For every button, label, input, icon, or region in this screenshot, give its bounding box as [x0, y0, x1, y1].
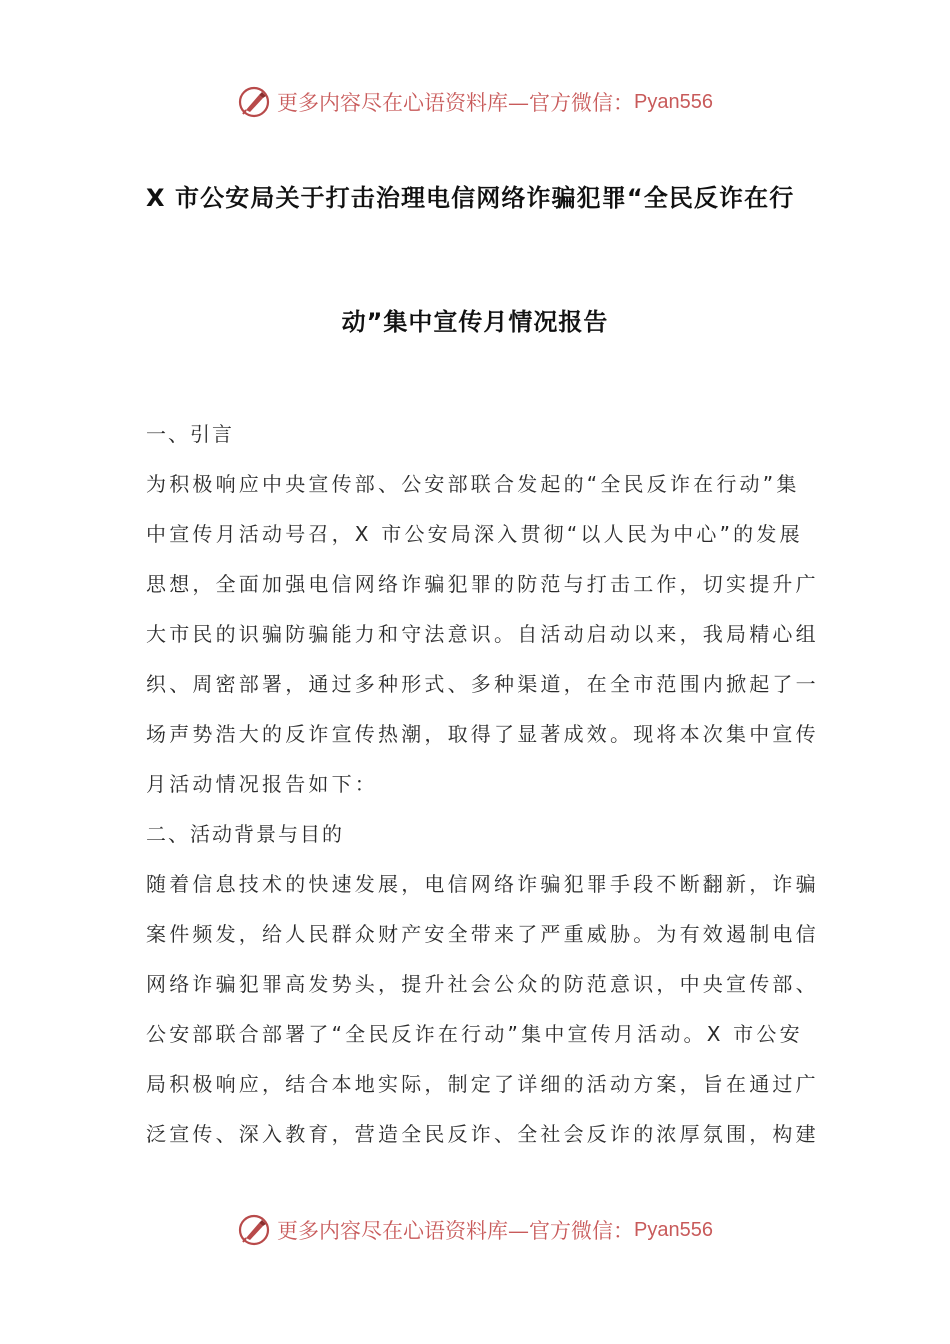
paragraph-line: 为积极响应中央宣传部、公安部联合发起的“全民反诈在行动”集 [146, 472, 800, 496]
footer-banner [0, 1208, 950, 1252]
paragraph-line: 局积极响应，结合本地实际，制定了详细的活动方案，旨在通过广 [146, 1072, 819, 1096]
paragraph-line: 思想，全面加强电信网络诈骗犯罪的防范与打击工作，切实提升广 [146, 572, 819, 596]
section-heading-intro: 一、引言 [146, 422, 234, 446]
document-title-line-1: X 市公安局关于打击治理电信网络诈骗犯罪“全民反诈在行 [146, 184, 795, 212]
paragraph-line: 泛宣传、深入教育，营造全民反诈、全社会反诈的浓厚氛围，构建 [146, 1122, 819, 1146]
paragraph-line: 随着信息技术的快速发展，电信网络诈骗犯罪手段不断翻新，诈骗 [146, 872, 819, 896]
paragraph-line: 网络诈骗犯罪高发势头，提升社会公众的防范意识，中央宣传部、 [146, 972, 819, 996]
paragraph-line: 大市民的识骗防骗能力和守法意识。自活动启动以来，我局精心组 [146, 622, 819, 646]
fountain-pen-logo-icon [237, 1213, 271, 1247]
fountain-pen-logo-icon [237, 85, 271, 119]
paragraph-line: 织、周密部署，通过多种形式、多种渠道，在全市范围内掀起了一 [146, 672, 819, 696]
paragraph-line: 月活动情况报告如下： [146, 772, 378, 796]
header-banner [0, 80, 950, 124]
banner-wechat-id: Pyan556 [634, 1218, 713, 1241]
document-title-line-2: 动”集中宣传月情况报告 [341, 308, 609, 336]
banner-text: 更多内容尽在心语资料库—官方微信： [277, 91, 635, 115]
document-body [146, 412, 819, 1162]
paragraph-line: 场声势浩大的反诈宣传热潮，取得了显著成效。现将本次集中宣传 [146, 722, 819, 746]
paragraph-line: 案件频发，给人民群众财产安全带来了严重威胁。为有效遏制电信 [146, 922, 819, 946]
banner-text: 更多内容尽在心语资料库—官方微信： [277, 1219, 635, 1243]
banner-wechat-id: Pyan556 [634, 90, 713, 113]
paragraph-line: 公安部联合部署了“全民反诈在行动”集中宣传月活动。X 市公安 [146, 1022, 803, 1046]
paragraph-line: 中宣传月活动号召，X 市公安局深入贯彻“以人民为中心”的发展 [146, 522, 803, 546]
section-heading-background: 二、活动背景与目的 [146, 822, 344, 846]
